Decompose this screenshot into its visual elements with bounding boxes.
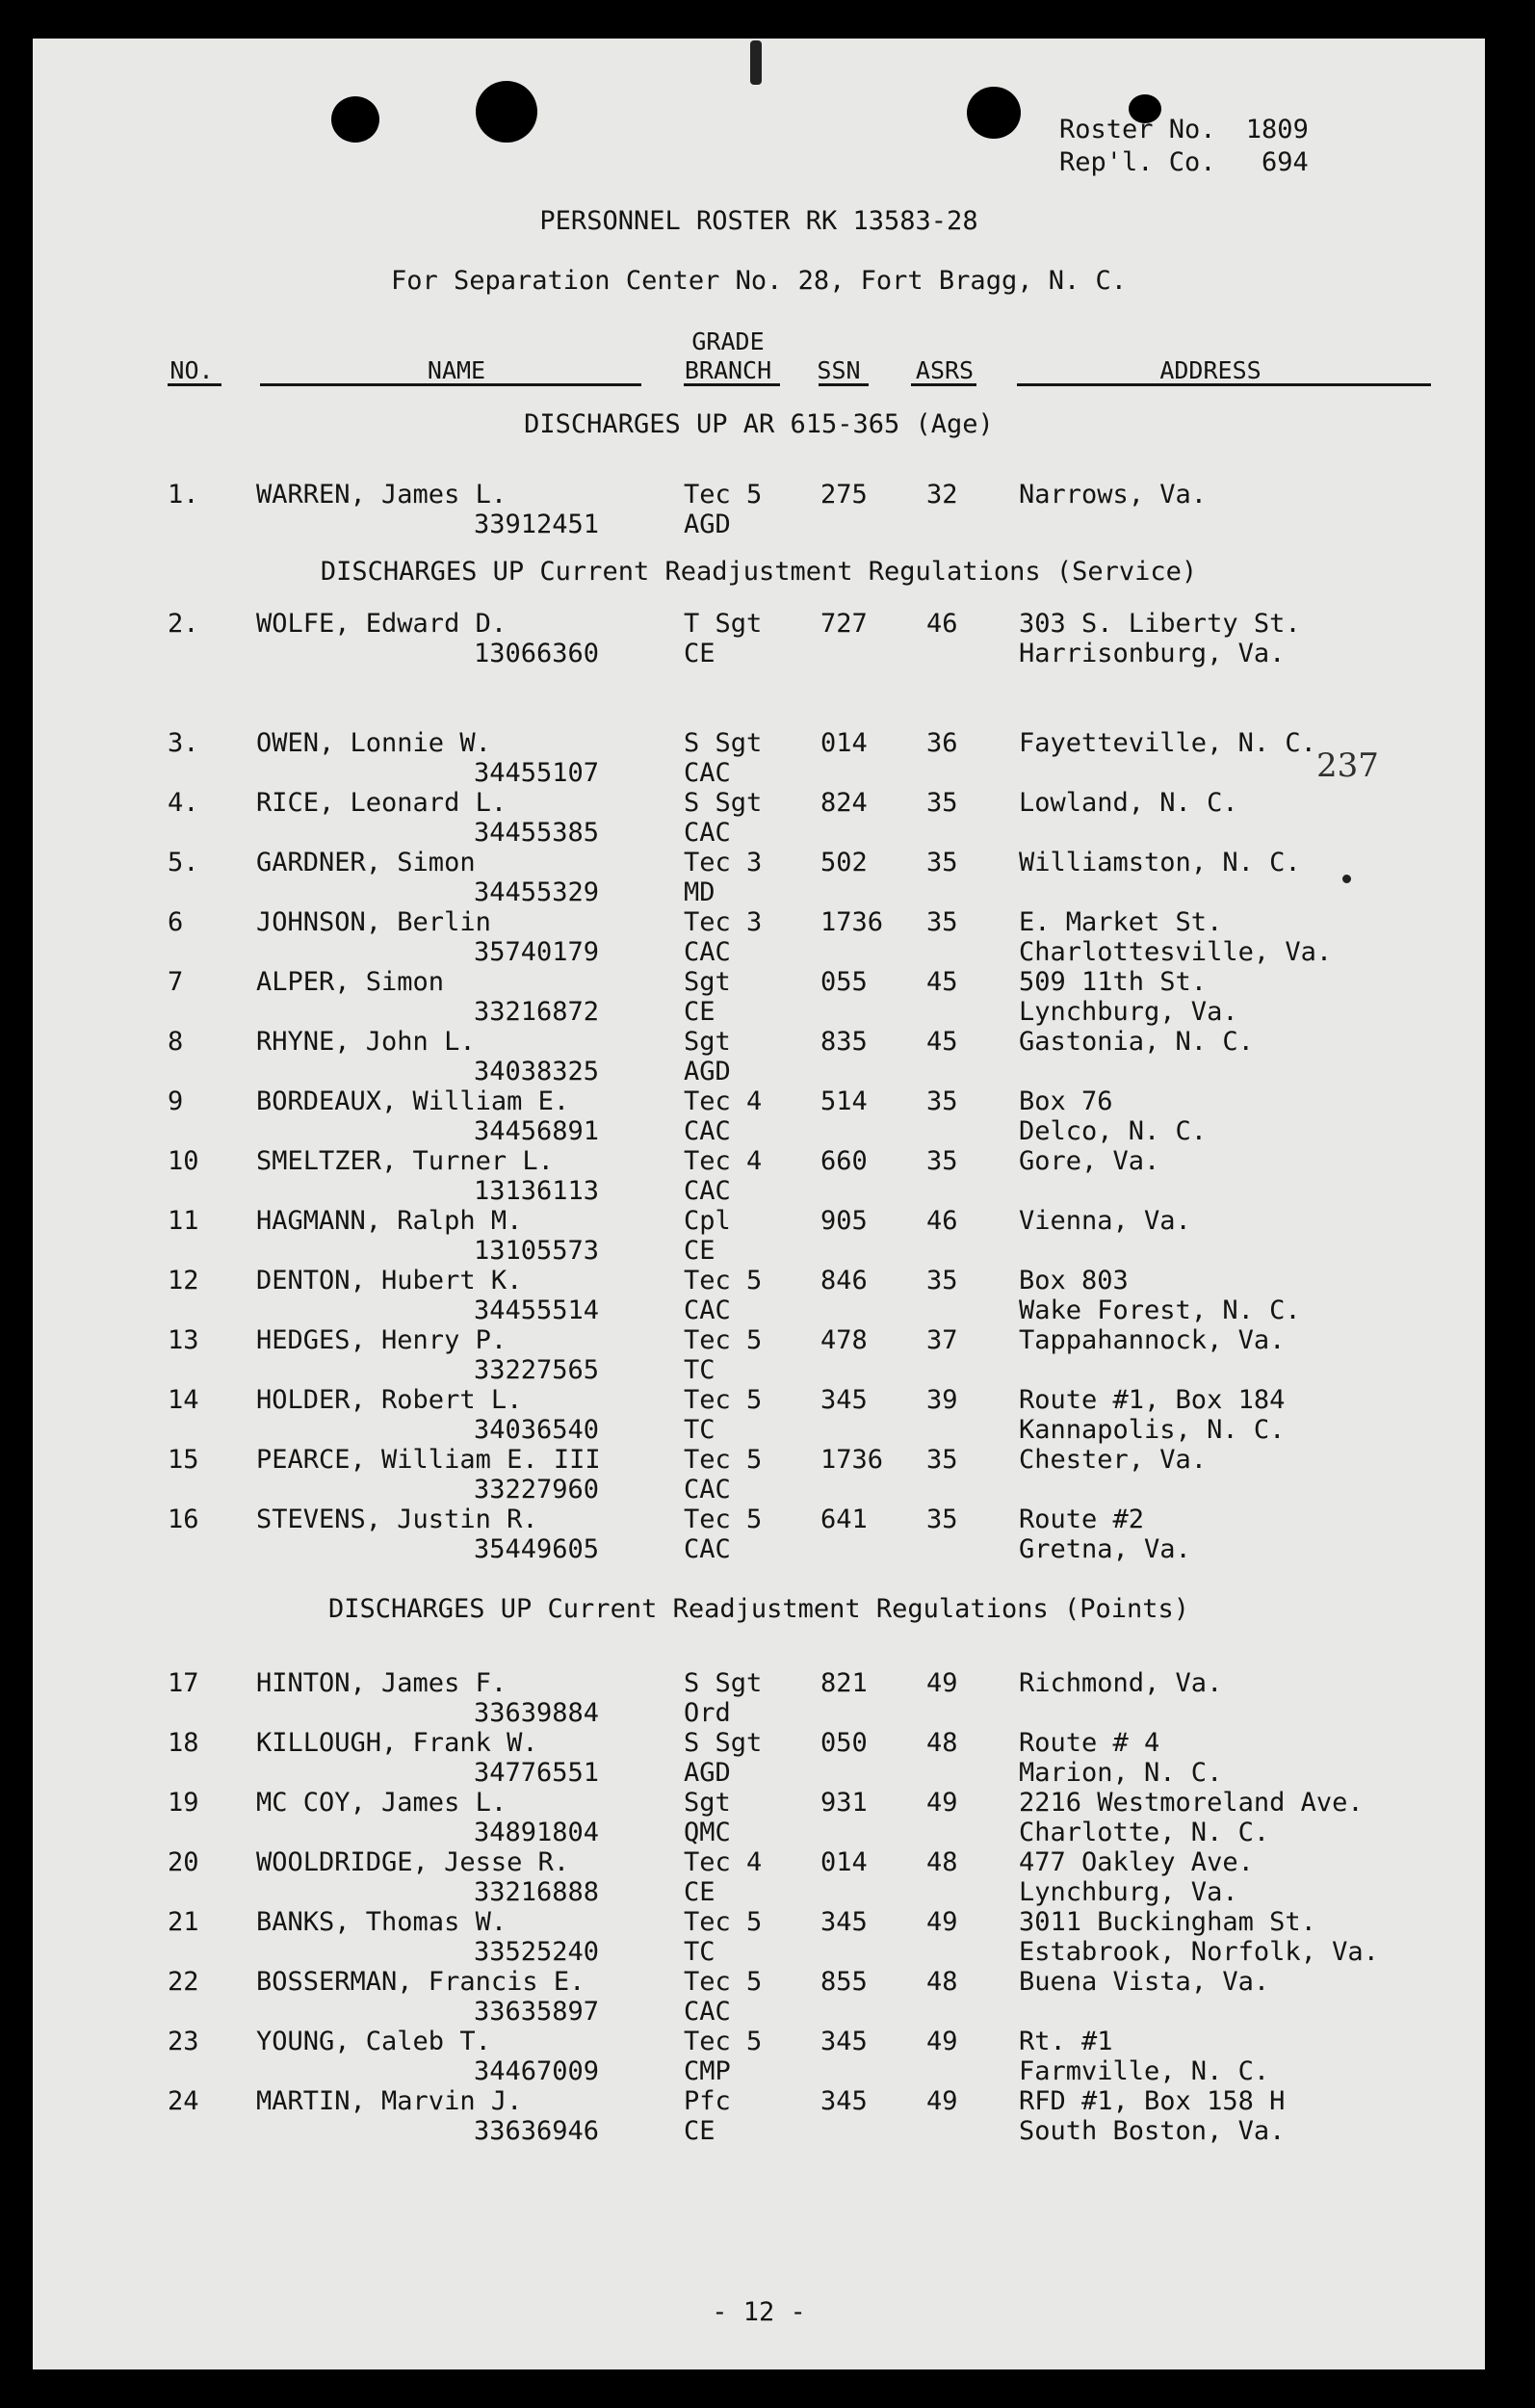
- record-asrs: 49: [926, 1907, 958, 1937]
- record-grade: Tec 4: [684, 1146, 763, 1176]
- record-number: 22: [168, 1967, 199, 1997]
- record-ssn: 345: [820, 2086, 868, 2116]
- record-asrs: 48: [926, 1728, 958, 1758]
- record-branch: CAC: [684, 818, 731, 848]
- record-ssn: 014: [820, 1847, 868, 1877]
- record-branch: TC: [684, 1355, 715, 1385]
- record-number: 20: [168, 1847, 199, 1877]
- record-branch: CE: [684, 2116, 715, 2146]
- record-ssn: 055: [820, 967, 868, 997]
- record-address-line-1: 509 11th St.: [1019, 967, 1208, 997]
- record-branch: CAC: [684, 1534, 731, 1564]
- section-heading: DISCHARGES UP Current Readjustment Regulations (Service): [320, 557, 1198, 587]
- record-grade: Tec 5: [684, 2027, 763, 2056]
- record-branch: AGD: [684, 510, 731, 539]
- record-ssn: 821: [820, 1668, 868, 1698]
- record-grade: Tec 4: [684, 1086, 763, 1116]
- record-address-line-1: 303 S. Liberty St.: [1019, 609, 1301, 639]
- record-address-line-1: Route # 4: [1019, 1728, 1160, 1758]
- record-grade: Tec 4: [684, 1847, 763, 1877]
- page-number: - 12 -: [712, 2297, 806, 2327]
- record-serial-number: 34891804: [474, 1818, 600, 1847]
- record-number: 21: [168, 1907, 199, 1937]
- record-ssn: 660: [820, 1146, 868, 1176]
- record-asrs: 45: [926, 1027, 958, 1057]
- record-asrs: 35: [926, 1266, 958, 1296]
- record-number: 8: [168, 1027, 184, 1057]
- record-serial-number: 33227565: [474, 1355, 600, 1385]
- record-branch: CAC: [684, 1176, 731, 1206]
- record-grade: Tec 5: [684, 1445, 763, 1475]
- record-grade: Tec 3: [684, 907, 763, 937]
- roster-record: [33, 1668, 1485, 1728]
- roster-label: Roster No.: [1059, 115, 1216, 144]
- record-grade: Tec 5: [684, 1505, 763, 1534]
- record-asrs: 35: [926, 1445, 958, 1475]
- record-number: 17: [168, 1668, 199, 1698]
- record-serial-number: 34038325: [474, 1057, 600, 1086]
- record-ssn: 1736: [820, 1445, 884, 1475]
- record-address-line-2: South Boston, Va.: [1019, 2116, 1286, 2146]
- punch-hole-left: [331, 96, 379, 143]
- record-name: WOLFE, Edward D.: [256, 609, 507, 639]
- record-name: WOOLDRIDGE, Jesse R.: [256, 1847, 570, 1877]
- col-underline-name: [260, 383, 641, 386]
- roster-record: [33, 1505, 1485, 1564]
- record-number: 13: [168, 1325, 199, 1355]
- record-serial-number: 33216872: [474, 997, 600, 1027]
- record-ssn: 905: [820, 1206, 868, 1236]
- record-grade: Tec 5: [684, 1266, 763, 1296]
- record-address-line-2: Kannapolis, N. C.: [1019, 1415, 1286, 1445]
- record-ssn: 835: [820, 1027, 868, 1057]
- col-head-asrs: ASRS: [915, 356, 975, 384]
- record-name: OWEN, Lonnie W.: [256, 728, 491, 758]
- record-serial-number: 34467009: [474, 2056, 600, 2086]
- record-address-line-1: 2216 Westmoreland Ave.: [1019, 1788, 1364, 1818]
- record-address-line-2: Farmville, N. C.: [1019, 2056, 1270, 2086]
- record-asrs: 32: [926, 480, 958, 510]
- record-grade: S Sgt: [684, 788, 763, 818]
- record-ssn: 514: [820, 1086, 868, 1116]
- record-address-line-1: Gastonia, N. C.: [1019, 1027, 1254, 1057]
- col-head-name: NAME: [427, 356, 486, 384]
- record-number: 14: [168, 1385, 199, 1415]
- record-serial-number: 13066360: [474, 639, 600, 668]
- record-number: 11: [168, 1206, 199, 1236]
- record-branch: CAC: [684, 758, 731, 788]
- record-ssn: 050: [820, 1728, 868, 1758]
- record-address-line-2: Estabrook, Norfolk, Va.: [1019, 1937, 1379, 1967]
- roster-record: [33, 788, 1485, 848]
- section-heading: DISCHARGES UP Current Readjustment Regulations (Points): [327, 1594, 1190, 1624]
- roster-record: [33, 1967, 1485, 2027]
- record-serial-number: 34776551: [474, 1758, 600, 1788]
- roster-record: [33, 1266, 1485, 1325]
- record-serial-number: 13105573: [474, 1236, 600, 1266]
- record-name: GARDNER, Simon: [256, 848, 476, 877]
- record-number: 7: [168, 967, 184, 997]
- record-serial-number: 33636946: [474, 2116, 600, 2146]
- record-grade: Tec 5: [684, 1907, 763, 1937]
- roster-reference: [1059, 114, 1309, 179]
- record-asrs: 35: [926, 788, 958, 818]
- record-number: 1.: [168, 480, 199, 510]
- record-number: 23: [168, 2027, 199, 2056]
- record-number: 4.: [168, 788, 199, 818]
- punch-hole-center: [476, 81, 537, 143]
- record-branch: CAC: [684, 1475, 731, 1505]
- record-ssn: 641: [820, 1505, 868, 1534]
- record-grade: S Sgt: [684, 1668, 763, 1698]
- record-serial-number: 33912451: [474, 510, 600, 539]
- record-asrs: 39: [926, 1385, 958, 1415]
- record-name: JOHNSON, Berlin: [256, 907, 491, 937]
- record-serial-number: 35449605: [474, 1534, 600, 1564]
- company-number: 694: [1262, 147, 1309, 177]
- roster-page: [33, 39, 1485, 2369]
- record-name: HEDGES, Henry P.: [256, 1325, 507, 1355]
- roster-record: [33, 1325, 1485, 1385]
- record-name: WARREN, James L.: [256, 480, 507, 510]
- record-branch: QMC: [684, 1818, 731, 1847]
- roster-record: [33, 1847, 1485, 1907]
- roster-record: [33, 1445, 1485, 1505]
- record-grade: Sgt: [684, 1788, 731, 1818]
- record-serial-number: 33639884: [474, 1698, 600, 1728]
- record-serial-number: 33525240: [474, 1937, 600, 1967]
- roster-record: [33, 1027, 1485, 1086]
- record-name: HAGMANN, Ralph M.: [256, 1206, 523, 1236]
- record-address-line-2: Lynchburg, Va.: [1019, 1877, 1238, 1907]
- record-grade: Tec 5: [684, 1325, 763, 1355]
- record-address-line-1: Vienna, Va.: [1019, 1206, 1191, 1236]
- record-address-line-1: Route #1, Box 184: [1019, 1385, 1286, 1415]
- record-grade: S Sgt: [684, 728, 763, 758]
- col-underline-asrs: [911, 383, 976, 386]
- document-subtitle: For Separation Center No. 28, Fort Bragg, N. C.: [390, 266, 1127, 296]
- section-heading: DISCHARGES UP AR 615-365 (Age): [524, 409, 994, 439]
- record-branch: CE: [684, 997, 715, 1027]
- roster-record: [33, 1385, 1485, 1445]
- record-number: 15: [168, 1445, 199, 1475]
- record-number: 3.: [168, 728, 199, 758]
- record-ssn: 014: [820, 728, 868, 758]
- record-serial-number: 34455107: [474, 758, 600, 788]
- record-ssn: 345: [820, 1907, 868, 1937]
- record-number: 19: [168, 1788, 199, 1818]
- record-address-line-1: Williamston, N. C.: [1019, 848, 1301, 877]
- roster-record: [33, 1907, 1485, 1967]
- record-grade: Tec 3: [684, 848, 763, 877]
- record-address-line-2: Lynchburg, Va.: [1019, 997, 1238, 1027]
- record-ssn: 478: [820, 1325, 868, 1355]
- roster-record: [33, 728, 1485, 788]
- record-address-line-1: Rt. #1: [1019, 2027, 1113, 2056]
- record-address-line-2: Charlottesville, Va.: [1019, 937, 1333, 967]
- record-asrs: 37: [926, 1325, 958, 1355]
- record-number: 9: [168, 1086, 184, 1116]
- record-serial-number: 34036540: [474, 1415, 600, 1445]
- company-label: Rep'l. Co.: [1059, 147, 1216, 177]
- record-address-line-1: Buena Vista, Va.: [1019, 1967, 1270, 1997]
- page-stamp-number: 237: [1316, 746, 1379, 785]
- record-asrs: 49: [926, 2086, 958, 2116]
- record-address-line-2: Wake Forest, N. C.: [1019, 1296, 1301, 1325]
- record-number: 2.: [168, 609, 199, 639]
- record-name: MARTIN, Marvin J.: [256, 2086, 523, 2116]
- roster-record: [33, 480, 1485, 539]
- record-address-line-1: 3011 Buckingham St.: [1019, 1907, 1316, 1937]
- record-address-line-2: Delco, N. C.: [1019, 1116, 1208, 1146]
- record-address-line-1: Box 803: [1019, 1266, 1129, 1296]
- record-address-line-2: Charlotte, N. C.: [1019, 1818, 1270, 1847]
- roster-number: 1809: [1245, 115, 1309, 144]
- record-ssn: 931: [820, 1788, 868, 1818]
- record-asrs: 35: [926, 1086, 958, 1116]
- record-number: 18: [168, 1728, 199, 1758]
- record-name: HINTON, James F.: [256, 1668, 507, 1698]
- roster-record: [33, 907, 1485, 967]
- record-number: 16: [168, 1505, 199, 1534]
- record-asrs: 48: [926, 1967, 958, 1997]
- record-address-line-1: Narrows, Va.: [1019, 480, 1208, 510]
- record-address-line-1: Gore, Va.: [1019, 1146, 1160, 1176]
- record-asrs: 48: [926, 1847, 958, 1877]
- record-name: HOLDER, Robert L.: [256, 1385, 523, 1415]
- record-name: BORDEAUX, William E.: [256, 1086, 570, 1116]
- record-address-line-2: Gretna, Va.: [1019, 1534, 1191, 1564]
- record-grade: Sgt: [684, 1027, 731, 1057]
- col-head-address: ADDRESS: [1159, 356, 1262, 384]
- record-asrs: 46: [926, 609, 958, 639]
- record-name: SMELTZER, Turner L.: [256, 1146, 554, 1176]
- record-number: 6: [168, 907, 184, 937]
- record-number: 5.: [168, 848, 199, 877]
- record-name: YOUNG, Caleb T.: [256, 2027, 491, 2056]
- record-name: PEARCE, William E. III: [256, 1445, 601, 1475]
- record-ssn: 275: [820, 480, 868, 510]
- record-grade: T Sgt: [684, 609, 763, 639]
- roster-record: [33, 1728, 1485, 1788]
- roster-record: [33, 2027, 1485, 2086]
- record-name: DENTON, Hubert K.: [256, 1266, 523, 1296]
- record-serial-number: 13136113: [474, 1176, 600, 1206]
- col-head-ssn: SSN: [817, 356, 861, 384]
- col-underline-branch: [684, 383, 780, 386]
- record-serial-number: 33635897: [474, 1997, 600, 2027]
- record-asrs: 35: [926, 848, 958, 877]
- record-ssn: 1736: [820, 907, 884, 937]
- record-branch: CE: [684, 1236, 715, 1266]
- roster-record: [33, 967, 1485, 1027]
- record-branch: Ord: [684, 1698, 731, 1728]
- record-name: KILLOUGH, Frank W.: [256, 1728, 538, 1758]
- record-number: 12: [168, 1266, 199, 1296]
- record-branch: CE: [684, 639, 715, 668]
- col-underline-address: [1017, 383, 1431, 386]
- record-serial-number: 33216888: [474, 1877, 600, 1907]
- col-head-no: NO.: [169, 356, 214, 384]
- record-address-line-1: Lowland, N. C.: [1019, 788, 1238, 818]
- record-branch: CAC: [684, 1116, 731, 1146]
- record-branch: CAC: [684, 937, 731, 967]
- punch-hole-right: [967, 87, 1021, 139]
- document-title: PERSONNEL ROSTER RK 13583-28: [539, 206, 978, 236]
- record-ssn: 345: [820, 1385, 868, 1415]
- roster-record: [33, 1146, 1485, 1206]
- record-ssn: 727: [820, 609, 868, 639]
- record-address-line-1: Route #2: [1019, 1505, 1145, 1534]
- record-ssn: 345: [820, 2027, 868, 2056]
- record-address-line-1: Chester, Va.: [1019, 1445, 1208, 1475]
- record-name: MC COY, James L.: [256, 1788, 507, 1818]
- record-ssn: 824: [820, 788, 868, 818]
- record-asrs: 49: [926, 1668, 958, 1698]
- record-branch: MD: [684, 877, 715, 907]
- record-address-line-2: Harrisonburg, Va.: [1019, 639, 1286, 668]
- record-name: STEVENS, Justin R.: [256, 1505, 538, 1534]
- roster-record: [33, 848, 1485, 907]
- roster-record: [33, 1206, 1485, 1266]
- col-head-branch: BRANCH: [684, 356, 772, 384]
- record-ssn: 855: [820, 1967, 868, 1997]
- record-asrs: 35: [926, 1146, 958, 1176]
- record-asrs: 49: [926, 2027, 958, 2056]
- record-address-line-1: Fayetteville, N. C.: [1019, 728, 1316, 758]
- record-number: 24: [168, 2086, 199, 2116]
- record-grade: S Sgt: [684, 1728, 763, 1758]
- record-address-line-1: Richmond, Va.: [1019, 1668, 1223, 1698]
- record-address-line-1: Tappahannock, Va.: [1019, 1325, 1286, 1355]
- record-name: ALPER, Simon: [256, 967, 445, 997]
- col-head-grade: GRADE: [691, 327, 765, 355]
- record-grade: Cpl: [684, 1206, 731, 1236]
- record-name: RHYNE, John L.: [256, 1027, 476, 1057]
- record-serial-number: 34455514: [474, 1296, 600, 1325]
- record-branch: CMP: [684, 2056, 731, 2086]
- record-ssn: 502: [820, 848, 868, 877]
- record-branch: CE: [684, 1877, 715, 1907]
- record-grade: Tec 5: [684, 1967, 763, 1997]
- record-asrs: 35: [926, 1505, 958, 1534]
- roster-record: [33, 1788, 1485, 1847]
- record-serial-number: 34455329: [474, 877, 600, 907]
- record-name: BANKS, Thomas W.: [256, 1907, 507, 1937]
- col-underline-no: [168, 383, 221, 386]
- record-grade: Tec 5: [684, 1385, 763, 1415]
- record-address-line-1: 477 Oakley Ave.: [1019, 1847, 1254, 1877]
- record-asrs: 45: [926, 967, 958, 997]
- record-name: RICE, Leonard L.: [256, 788, 507, 818]
- tear-mark: [750, 40, 762, 85]
- record-number: 10: [168, 1146, 199, 1176]
- roster-record: [33, 1086, 1485, 1146]
- record-asrs: 49: [926, 1788, 958, 1818]
- record-serial-number: 34455385: [474, 818, 600, 848]
- record-ssn: 846: [820, 1266, 868, 1296]
- record-branch: AGD: [684, 1758, 731, 1788]
- roster-record: [33, 2086, 1485, 2146]
- record-name: BOSSERMAN, Francis E.: [256, 1967, 585, 1997]
- record-branch: TC: [684, 1937, 715, 1967]
- record-serial-number: 35740179: [474, 937, 600, 967]
- record-branch: TC: [684, 1415, 715, 1445]
- record-address-line-1: E. Market St.: [1019, 907, 1223, 937]
- record-address-line-2: Marion, N. C.: [1019, 1758, 1223, 1788]
- record-address-line-1: RFD #1, Box 158 H: [1019, 2086, 1286, 2116]
- record-serial-number: 33227960: [474, 1475, 600, 1505]
- roster-record: [33, 609, 1485, 668]
- record-grade: Pfc: [684, 2086, 731, 2116]
- record-branch: AGD: [684, 1057, 731, 1086]
- record-asrs: 46: [926, 1206, 958, 1236]
- record-branch: CAC: [684, 1997, 731, 2027]
- col-underline-ssn: [819, 383, 869, 386]
- record-asrs: 35: [926, 907, 958, 937]
- record-branch: CAC: [684, 1296, 731, 1325]
- record-address-line-1: Box 76: [1019, 1086, 1113, 1116]
- record-asrs: 36: [926, 728, 958, 758]
- record-serial-number: 34456891: [474, 1116, 600, 1146]
- record-grade: Tec 5: [684, 480, 763, 510]
- record-grade: Sgt: [684, 967, 731, 997]
